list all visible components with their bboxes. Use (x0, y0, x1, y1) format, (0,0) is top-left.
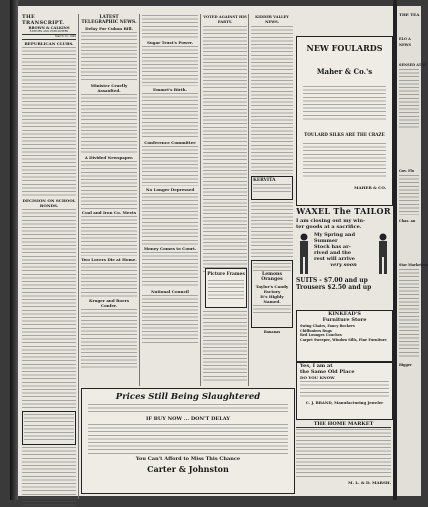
carter-firm: Carter & Johnston (147, 464, 229, 474)
lemons-label: Lemons (261, 272, 282, 277)
headline-minister-assaulted: Minister Cruelly Assaulted. (90, 83, 128, 93)
headline-kidder-valley: KIDDER VALLEY NEWS. (255, 15, 289, 24)
home-market-title: THE HOME MARKET (296, 421, 391, 428)
tailor-line: very soon (330, 262, 357, 268)
ad-body (253, 184, 291, 194)
ad-body (253, 305, 291, 315)
adjacent-body (399, 69, 419, 129)
ad-body (208, 280, 244, 300)
adjacent-head: SENSED AT W (399, 63, 427, 67)
oranges-label: Oranges (261, 277, 283, 282)
tailor-line: My Spring and Summer (314, 232, 356, 244)
article-body (22, 447, 76, 507)
column-rule (139, 14, 140, 386)
foulards-ad (296, 36, 393, 206)
column-2 (81, 14, 137, 392)
carter-title: Prices Still Being Slaughtered (115, 392, 261, 402)
kinkead-items (297, 323, 392, 343)
headline-two-lovers: Two Lovers Die at Home. (81, 257, 137, 262)
article-body (142, 146, 198, 186)
adjacent-head: ELO A (399, 37, 411, 41)
adjacent-body (399, 269, 419, 359)
masthead-date: March 12, 1896 (22, 34, 76, 40)
tailor-suits: SUITS - $7.00 and up (296, 277, 368, 284)
ad-body (303, 143, 386, 179)
tailor-line: ter goods at a sacrifice. (296, 224, 362, 230)
headline-republican-clubs: REPUBLICAN CLUBS. (24, 41, 74, 46)
foulards-headline: TOULARD SILKS ARE THE CRAZE (304, 132, 385, 137)
article-body (22, 209, 76, 409)
tailor-lead (296, 218, 391, 230)
home-market-sign: M. L. & D. MARSH. (348, 480, 391, 485)
article-body (81, 263, 137, 297)
binding-fold (10, 0, 18, 500)
article-body (142, 295, 198, 343)
kinkead-item: Carpet Sweeper, Window Sills, Fine Furniture (300, 337, 387, 342)
bananas-label: Bananas (263, 330, 281, 334)
column-1 (22, 14, 76, 499)
tailor-line: Stock has ar- (314, 244, 351, 250)
foulards-sign: MAHER & CO. (354, 185, 386, 190)
headline-national-council: National Council (151, 289, 189, 294)
headline-divided-newspaper: A Divided Newspaper. (84, 155, 134, 160)
foulards-firm: Maher & Co.'s (316, 67, 373, 76)
article-body (142, 46, 198, 86)
article-body (142, 93, 198, 139)
tailor-title: WAXEL The TAILOR (296, 206, 391, 216)
headline-coal-iron: Coal and Iron Co. Meets (81, 210, 137, 215)
brand-line1: Yes, I am at (300, 363, 333, 369)
column-rule (248, 14, 249, 386)
headline-emmet-birth: Emmet's Birth. (153, 87, 187, 92)
article-body (142, 252, 198, 288)
masthead-publishers: BROWN & CALKINS (28, 26, 70, 30)
brand-line3: DO YOU KNOW (300, 375, 335, 380)
headline-school-bonds: DECISION ON SCHOOL BONDS. (22, 198, 76, 208)
column-3 (142, 14, 198, 392)
headline-sugar-trust: Sugar Trust's Power. (146, 40, 194, 45)
article-body (251, 26, 293, 174)
picture-frames-ad (205, 268, 247, 308)
kinkead-item: Bed Lounges Couches (300, 333, 342, 338)
article-body (22, 47, 76, 197)
headline-no-longer-depressed: No Longer Depressed (145, 187, 195, 192)
kinkead-title: KINKEAD'S (328, 311, 361, 317)
small-ad (22, 411, 76, 445)
picture-frames-title: Picture Frames (207, 272, 245, 277)
kervita-title: KERVITA (253, 178, 276, 183)
masthead-subtitle: EDITORS AND PUBLISHERS (29, 30, 69, 33)
adjacent-head: Star Marketers (399, 263, 428, 267)
brand-line2: the Same Old Place (300, 369, 355, 375)
article-body (142, 15, 198, 39)
article-body (251, 202, 293, 258)
column-rule (78, 14, 79, 499)
kinkead-item: Swing Chairs, Fancy Rockers (300, 324, 355, 328)
article-body (81, 32, 137, 82)
taylor-candy-tagline: It's Highly Named. (260, 294, 284, 304)
ad-body (24, 414, 74, 440)
headline-voted-against-party: VOTED AGAINST HIS PARTY. (203, 15, 247, 24)
headline-cuban-bill: Delay For Cuban Bill. (85, 26, 133, 31)
column-5 (251, 14, 293, 392)
adjacent-head: NEWS (399, 43, 411, 47)
article-body (81, 94, 137, 154)
adjacent-body (399, 175, 419, 215)
taylor-candy-title: Taylor's Candy Factory (255, 284, 289, 294)
ad-body (303, 86, 386, 122)
tailor-line: rived and the (314, 250, 352, 256)
foulards-title: NEW FOULARDS (306, 43, 383, 53)
kinkead-subtitle: Furniture Store (322, 317, 367, 323)
kervita-ad (251, 176, 293, 200)
tailor-figures (296, 232, 391, 276)
article-body (203, 26, 247, 274)
carter-sub: You Can't Afford to Miss This Chance (135, 456, 241, 462)
ad-body (88, 404, 288, 414)
tailor-line: rest will arrive (314, 256, 355, 262)
brand-jeweler-ad (296, 362, 393, 420)
headline-latest-telegraphic: LATEST TELEGRAPHIC NEWS. (81, 15, 137, 25)
tailor-line: I am closing out my win- (296, 218, 366, 224)
man-figure-icon (375, 232, 391, 276)
carter-johnston-ad (81, 388, 295, 494)
ad-body (300, 381, 389, 399)
article-body (81, 161, 137, 209)
adjacent-page-strip (397, 6, 428, 496)
masthead (22, 14, 76, 40)
home-market-ad (296, 421, 391, 493)
newspaper-page (18, 6, 393, 496)
masthead-title: THE TRANSCRIPT. (22, 14, 65, 26)
carter-bold: IF BUY NOW ... DON'T DELAY (146, 416, 230, 422)
tailor-trousers: Trousers $2.50 and up (296, 284, 372, 291)
ad-body (88, 424, 288, 454)
man-figure-icon (296, 232, 312, 276)
kinkead-item: Chiffoniers Rugs (300, 328, 332, 333)
article-body (81, 309, 137, 369)
article-body (81, 216, 137, 256)
article-body (142, 193, 198, 245)
headline-conference-committee: Conference Committee (144, 140, 196, 145)
column-rule (200, 14, 201, 386)
tailor-ad (296, 206, 391, 308)
headline-money-court: Money Comes to Court. (143, 246, 197, 251)
ad-body (253, 263, 291, 271)
tailor-body (314, 232, 373, 276)
adjacent-head: Bigger (399, 363, 412, 367)
adjacent-head: Chas. an (399, 219, 416, 223)
adjacent-head: Gov. Flo (399, 169, 415, 173)
adjacent-masthead: THE TEA (399, 12, 420, 17)
headline-kruger-boers: Kruger and Boers Confer. (89, 298, 129, 308)
brand-firm: C. J. BRAND, Manufacturing Jeweler (305, 400, 384, 405)
article-body (203, 311, 247, 381)
ad-body (296, 429, 391, 479)
lemons-oranges-ad (251, 260, 293, 328)
column-4-lower (203, 310, 247, 386)
kinkead-ad (296, 310, 393, 362)
